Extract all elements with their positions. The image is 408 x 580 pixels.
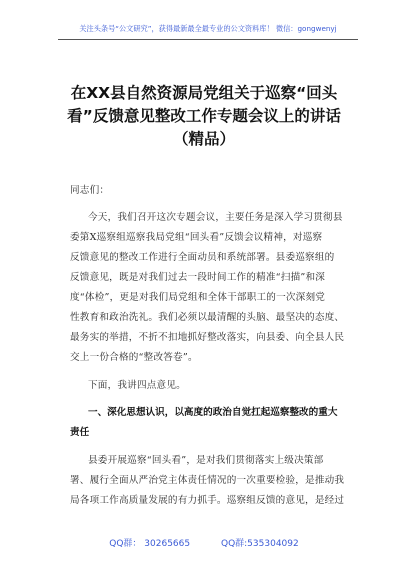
body-line: 最务实的举措，不折不扣地抓好整改落实，向县委、向全县人民 xyxy=(70,332,345,343)
title-line-1: 在XX县自然资源局党组关于巡察“回头 xyxy=(70,84,338,102)
body-line: 委第X巡察组巡察我局党组“回头看”反馈会议精神，对巡察 xyxy=(70,232,323,243)
body-line: 反馈意见的整改工作进行全面动员和系统部署。县委巡察组的 xyxy=(70,252,335,263)
title-line-3: （精品） xyxy=(172,130,235,148)
body-line: 反馈意见，既是对我们过去一段时间工作的精准“扫描”和深 xyxy=(70,272,326,283)
header-banner: 关注头条号“公文研究”，获得最新最全最专业的公文资料库！ 微信：gongwenyj xyxy=(79,24,337,33)
salutation: 同志们： xyxy=(70,185,110,196)
section-heading-cont: 责任 xyxy=(70,427,90,438)
footer-qq-group-2: QQ群:535304092 xyxy=(220,539,299,549)
header-divider xyxy=(58,39,358,40)
body-line: 下面，我讲四点意见。 xyxy=(88,380,186,391)
footer-qq-group-1: QQ群： 30265665 xyxy=(109,539,191,549)
body-line: 性教育和政治洗礼。我们必须以最清醒的头脑、最坚决的态度、 xyxy=(70,312,345,323)
footer xyxy=(0,536,408,549)
body-line: 今天，我们召开这次专题会议，主要任务是深入学习贯彻县 xyxy=(88,212,343,223)
title-line-2: 看”反馈意见整改工作专题会议上的讲话 xyxy=(67,107,341,125)
body-line: 度“体检”，更是对我们局党组和全体干部职工的一次深刻党 xyxy=(70,292,326,303)
body-line: 署、履行全面从严治党主体责任情况的一次重要检验，是推动我 xyxy=(70,475,345,486)
body-line: 县委开展巡察“回头看”，是对我们贯彻落实上级决策部 xyxy=(88,455,324,466)
body-line: 局各项工作高质量发展的有力抓手。巡察组反馈的意见，是经过 xyxy=(70,495,345,506)
section-heading: 一、深化思想认识，以高度的政治自觉扛起巡察整改的重大 xyxy=(88,407,338,418)
body-line: 交上一份合格的“整改答卷”。 xyxy=(70,352,198,363)
page-title xyxy=(50,82,358,151)
